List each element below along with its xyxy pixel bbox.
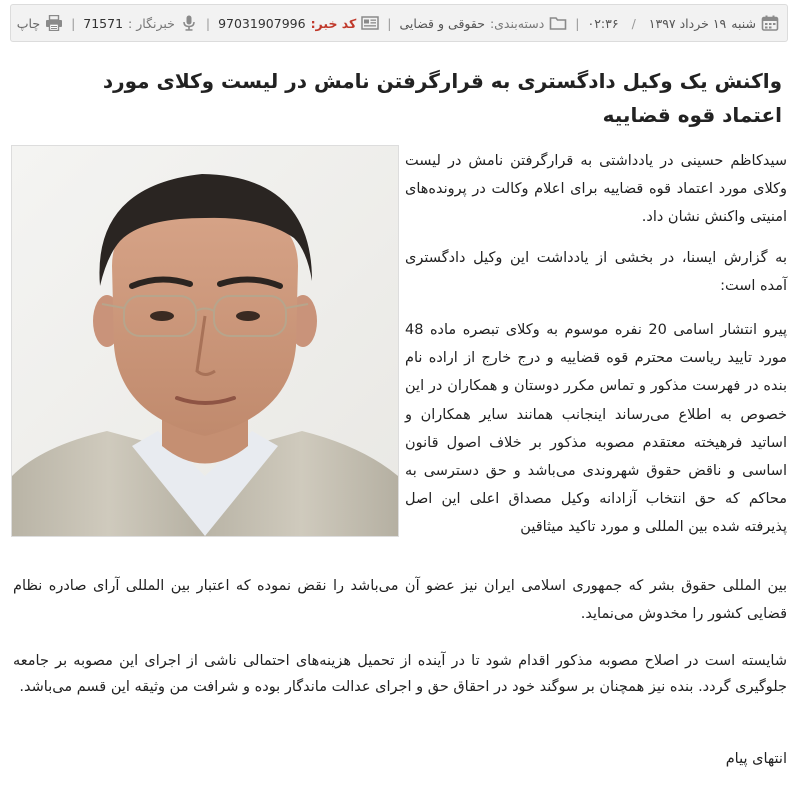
- news-code-value: 97031907996: [218, 15, 306, 31]
- portrait-image: [12, 146, 398, 536]
- reporter-value: 71571: [83, 15, 124, 31]
- meta-divider: |: [575, 15, 580, 31]
- lead-paragraph: سیدکاظم حسینی در یادداشتی به قرارگرفتن نامش در لیست وکلای مورد اعتماد قوه قضاییه برای اعلام وکالت در پرونده‌های امنیتی واکنش نشان داد.: [405, 153, 787, 226]
- category-link[interactable]: حقوقی و قضایی: [399, 15, 485, 31]
- category-meta: [400, 15, 568, 31]
- statement-paragraph-continued: بین المللی حقوق بشر که جمهوری اسلامی ایران نیز عضو آن می‌باشد را نقض نموده که اعتبار بین المللی آرای صادره نظام قضایی کشور را مخدوش می‌نماید.: [13, 578, 787, 623]
- meta-divider: |: [387, 15, 392, 31]
- meta-divider: |: [71, 15, 76, 31]
- end-of-message: انتهای پیام: [725, 751, 787, 767]
- article-photo: [11, 145, 399, 537]
- closing-paragraph: شایسته است در اصلاح مصوبه مذکور اقدام شود تا در آینده از تحمیل هزینه‌های احتمالی ناشی از اجرای این مصوبه بر جامعه جلوگیری گردد. بنده نیز همچنان بر سوگند خود در احقاق حق و اجرای عدالت ماندگار بوده و شرافت من وثیقه این قسم می‌باشد.: [13, 653, 787, 695]
- newspaper-icon: [361, 15, 379, 31]
- news-code-label: کد خبر:: [310, 15, 357, 31]
- source-paragraph: به گزارش ایسنا، در بخشی از یادداشت این وکیل دادگستری آمده است:: [405, 250, 787, 295]
- category-label: دسته‌بندی:: [489, 15, 545, 31]
- print-button[interactable]: [17, 15, 63, 31]
- folder-icon: [549, 15, 567, 31]
- article-meta-bar: [10, 4, 788, 42]
- date-time-separator: /: [631, 15, 636, 31]
- date-meta: [587, 15, 779, 31]
- news-code-meta: [218, 15, 379, 31]
- print-label[interactable]: چاپ: [16, 15, 41, 31]
- date-value: ۱۹ خرداد ۱۳۹۷: [648, 15, 727, 31]
- calendar-icon: [761, 15, 779, 31]
- date-day: شنبه: [731, 15, 756, 31]
- article-title: واکنش یک وکیل دادگستری به قرارگرفتن نامش در لیست وکلای مورد اعتماد قوه قضاییه: [102, 69, 782, 127]
- time-value: ۰۲:۳۶: [587, 15, 619, 31]
- meta-divider: |: [205, 15, 211, 31]
- reporter-label: خبرنگار :: [128, 15, 175, 31]
- statement-paragraph: پیرو انتشار اسامی 20 نفره موسوم به وکلای تبصره ماده 48 مورد تایید ریاست محترم قوه قضاییه و درج خارج از اراده نام بنده در فهرست مذکور و تماس مکرر دوستان و همکاران در این خصوص به اطلاع می‌رساند اینجانب همانند سایر همکاران و اساتید فرهیخته معتقدم مصوبه مذکور بر خلاف اصول قانون اساسی و ناقض حقوق شهروندی می‌باشد و حق دسترسی به محاکم که حق انتخاب آزادانه وکیل مصداق اعلی این اصل پذیرفته شده بین المللی و مورد تاکید میثاقین: [405, 322, 787, 536]
- microphone-icon: [180, 15, 198, 31]
- reporter-meta: [83, 15, 198, 31]
- printer-icon: [45, 15, 63, 31]
